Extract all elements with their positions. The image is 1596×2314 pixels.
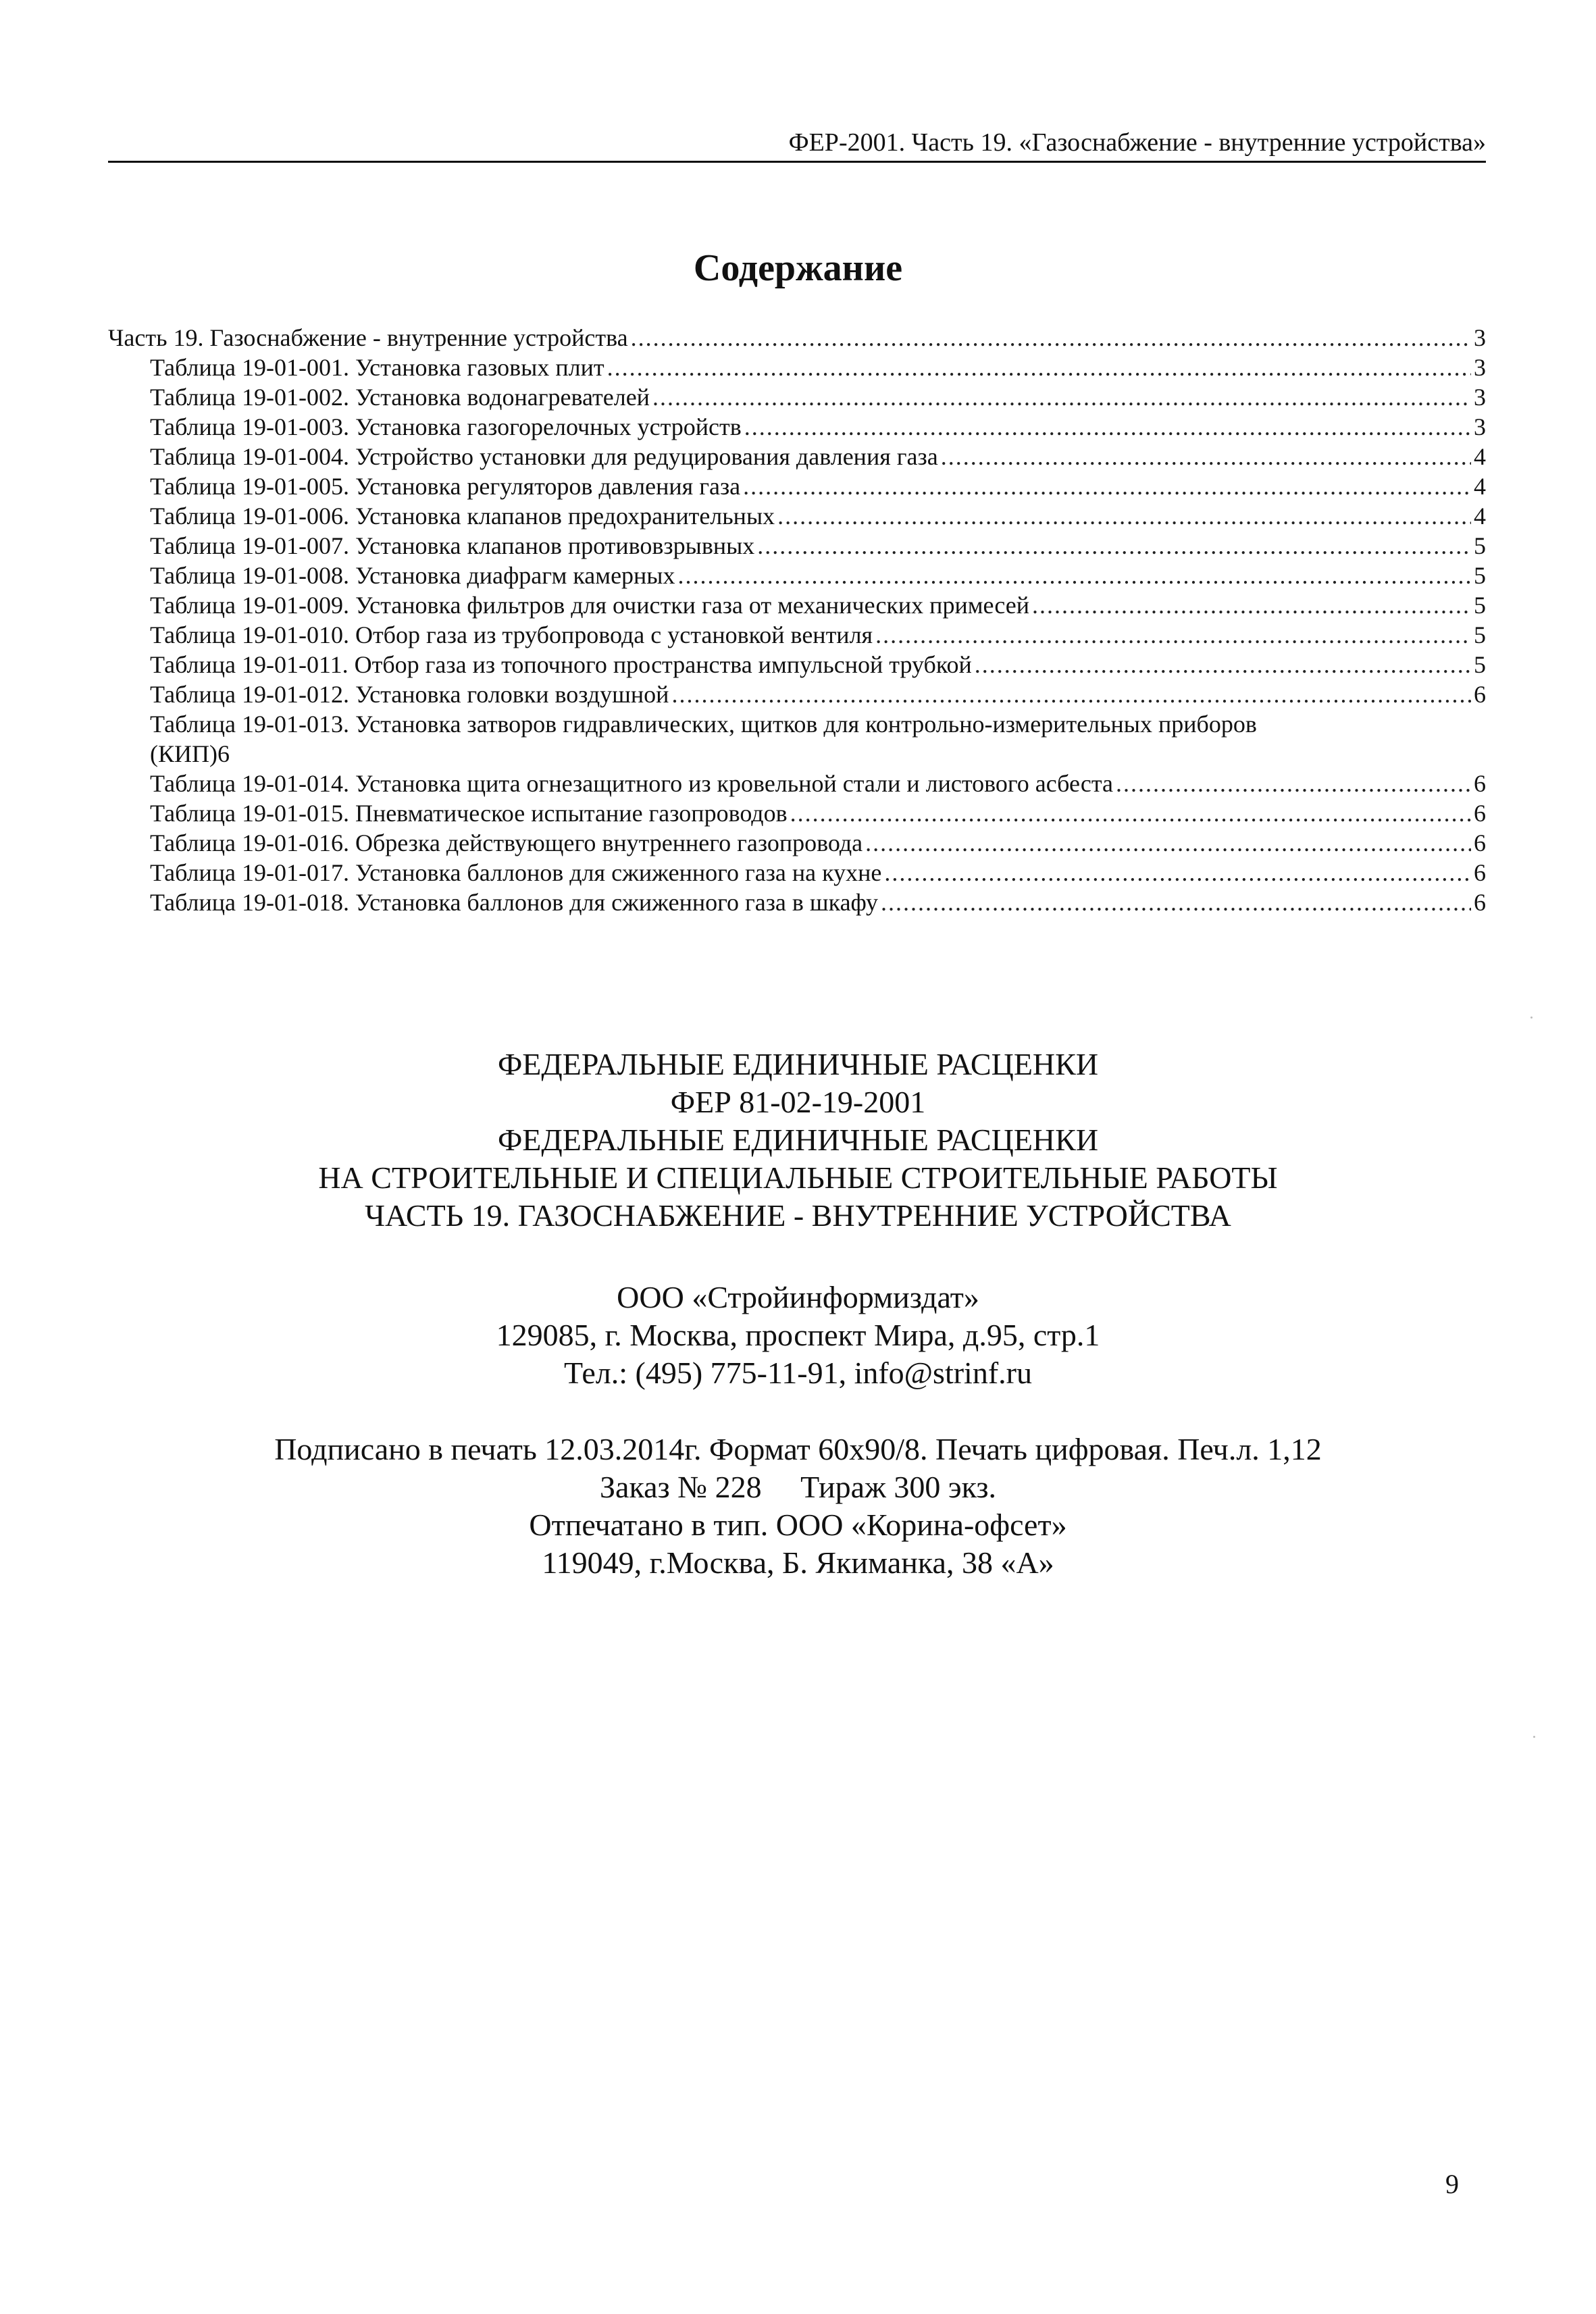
toc-part-entry[interactable] [108,323,1486,353]
imprint-title-line: ЧАСТЬ 19. ГАЗОСНАБЖЕНИЕ - ВНУТРЕННИЕ УСТРОЙСТВА [365,1198,1231,1233]
toc-leader-dots [678,561,1472,590]
print-info-line: Подписано в печать 12.03.2014г. Формат 60х90/8. Печать цифровая. Печ.л. 1,12 [274,1432,1322,1466]
toc-entry-text-line1: Таблица 19-01-013. Установка затворов гидравлических, щитков для контрольно-измерительных приборов [150,711,1257,738]
print-info-line: Заказ № 228 Тираж 300 экз. [599,1470,997,1504]
toc-entry-text: Таблица 19-01-001. Установка газовых плит [150,354,604,381]
toc-leader-dots [652,382,1471,412]
toc-entry[interactable] [108,650,1486,679]
imprint-title-line: ФЕДЕРАЛЬНЫЕ ЕДИНИЧНЫЕ РАСЦЕНКИ [497,1123,1099,1157]
toc-entry-page: 6 [1474,829,1486,856]
toc-leader-dots [743,471,1471,501]
toc-entry-page: 4 [1474,503,1486,530]
toc-leader-dots [881,888,1471,917]
toc-entry[interactable] [108,590,1486,620]
toc-leader-dots [1116,769,1471,798]
toc-entry-page: 4 [1474,473,1486,500]
toc-entry-page: 6 [1474,800,1486,827]
toc-entry-text: Таблица 19-01-009. Установка фильтров для очистки газа от механических примесей [150,592,1030,619]
toc-entry-text: Таблица 19-01-014. Установка щита огнезащитного из кровельной стали и листового асбеста [150,770,1113,797]
print-info-block [0,1431,1596,1582]
toc-entry[interactable] [108,620,1486,650]
toc-leader-dots [1032,590,1471,620]
toc-entry-text: Таблица 19-01-004. Устройство установки для редуцирования давления газа [150,443,938,470]
toc-leader-dots [757,531,1471,561]
toc-entry-page: 3 [1474,324,1486,351]
toc-entry-line2 [108,739,1486,769]
toc-entry[interactable] [108,679,1486,709]
toc-entry[interactable] [108,858,1486,888]
toc-entry-page: 5 [1474,651,1486,678]
toc-entry-page: 6 [1474,681,1486,708]
toc-leader-dots [941,442,1471,471]
toc-entry-page: 5 [1474,562,1486,589]
toc-entry[interactable] [108,888,1486,917]
toc-entry-text: Таблица 19-01-017. Установка баллонов для сжиженного газа на кухне [150,859,882,886]
toc-entry-page: 6 [1474,859,1486,886]
toc-entry-text: Таблица 19-01-002. Установка водонагревателей [150,384,650,411]
print-info-line: Отпечатано в тип. ООО «Корина-офсет» [529,1508,1067,1542]
publisher-line: ООО «Стройинформиздат» [617,1280,979,1314]
toc-entry-page: 6 [217,740,230,767]
publisher-line: Тел.: (495) 775-11-91, info@strinf.ru [564,1356,1032,1390]
toc-entry-page: 5 [1474,532,1486,559]
toc-entry[interactable] [108,442,1486,471]
toc-entry[interactable] [108,353,1486,382]
toc-entry[interactable] [108,769,1486,798]
toc-entry[interactable] [108,798,1486,828]
toc-leader-dots [671,679,1471,709]
toc-entry-page: 3 [1474,413,1486,440]
toc-entry-page: 6 [1474,889,1486,916]
running-header: ФЕР-2001. Часть 19. «Газоснабжение - внутренние устройства» [788,128,1486,157]
toc-entry-text: Таблица 19-01-012. Установка головки воздушной [150,681,669,708]
toc-entry-text: Таблица 19-01-010. Отбор газа из трубопровода с установкой вентиля [150,621,873,648]
imprint-title-line: ФЕР 81-02-19-2001 [670,1085,926,1119]
toc-entry-page: 3 [1474,384,1486,411]
toc-entry[interactable] [108,382,1486,412]
header-rule [108,161,1486,163]
toc-entry-text: Таблица 19-01-003. Установка газогорелочных устройств [150,413,742,440]
toc-leader-dots [884,858,1471,888]
toc-entry-text-line2: (КИП) [150,740,217,767]
toc-leader-dots [865,828,1471,858]
toc-leader-dots [631,323,1471,353]
toc-entry-text: Таблица 19-01-006. Установка клапанов предохранительных [150,503,775,530]
toc-entry[interactable] [108,471,1486,501]
toc-entry[interactable] [108,501,1486,531]
toc-leader-dots [607,353,1471,382]
toc-leader-dots [744,412,1471,442]
toc-leader-dots [975,650,1471,679]
toc-entry-page: 3 [1474,354,1486,381]
toc-entry-text: Таблица 19-01-018. Установка баллонов для сжиженного газа в шкафу [150,889,878,916]
toc-entry-text: Таблица 19-01-011. Отбор газа из топочного пространства импульсной трубкой [150,651,972,678]
toc-entry-wrapped[interactable] [108,709,1486,769]
imprint-title-block [0,1046,1596,1235]
toc-entry-text: Часть 19. Газоснабжение - внутренние устройства [108,324,628,351]
toc-leader-dots [875,620,1471,650]
publisher-block [0,1279,1596,1392]
toc-entry-page: 5 [1474,592,1486,619]
toc-entry[interactable] [108,828,1486,858]
toc-leader-dots [777,501,1471,531]
imprint-title-line: НА СТРОИТЕЛЬНЫЕ И СПЕЦИАЛЬНЫЕ СТРОИТЕЛЬНЫЕ РАБОТЫ [318,1160,1278,1195]
toc-entry[interactable] [108,531,1486,561]
toc-entry-page: 4 [1474,443,1486,470]
toc-leader-dots [790,798,1471,828]
toc-entry-page: 6 [1474,770,1486,797]
toc-entry-text: Таблица 19-01-007. Установка клапанов противовзрывных [150,532,755,559]
print-info-line: 119049, г.Москва, Б. Якиманка, 38 «А» [542,1545,1054,1580]
publisher-line: 129085, г. Москва, проспект Мира, д.95, стр.1 [496,1318,1100,1352]
toc-entry-text: Таблица 19-01-016. Обрезка действующего внутреннего газопровода [150,829,863,856]
toc-entry-page: 5 [1474,621,1486,648]
imprint-title-line: ФЕДЕРАЛЬНЫЕ ЕДИНИЧНЫЕ РАСЦЕНКИ [497,1047,1099,1081]
scan-speck [1530,1017,1533,1019]
toc-entry[interactable] [108,561,1486,590]
toc-entry[interactable] [108,412,1486,442]
table-of-contents [108,323,1486,917]
scan-speck [1533,1736,1535,1738]
page-number: 9 [1445,2169,1459,2199]
toc-title: Содержание [693,247,903,289]
toc-entry-text: Таблица 19-01-005. Установка регуляторов давления газа [150,473,741,500]
toc-entry-text: Таблица 19-01-015. Пневматическое испытание газопроводов [150,800,788,827]
toc-entry-text: Таблица 19-01-008. Установка диафрагм камерных [150,562,675,589]
